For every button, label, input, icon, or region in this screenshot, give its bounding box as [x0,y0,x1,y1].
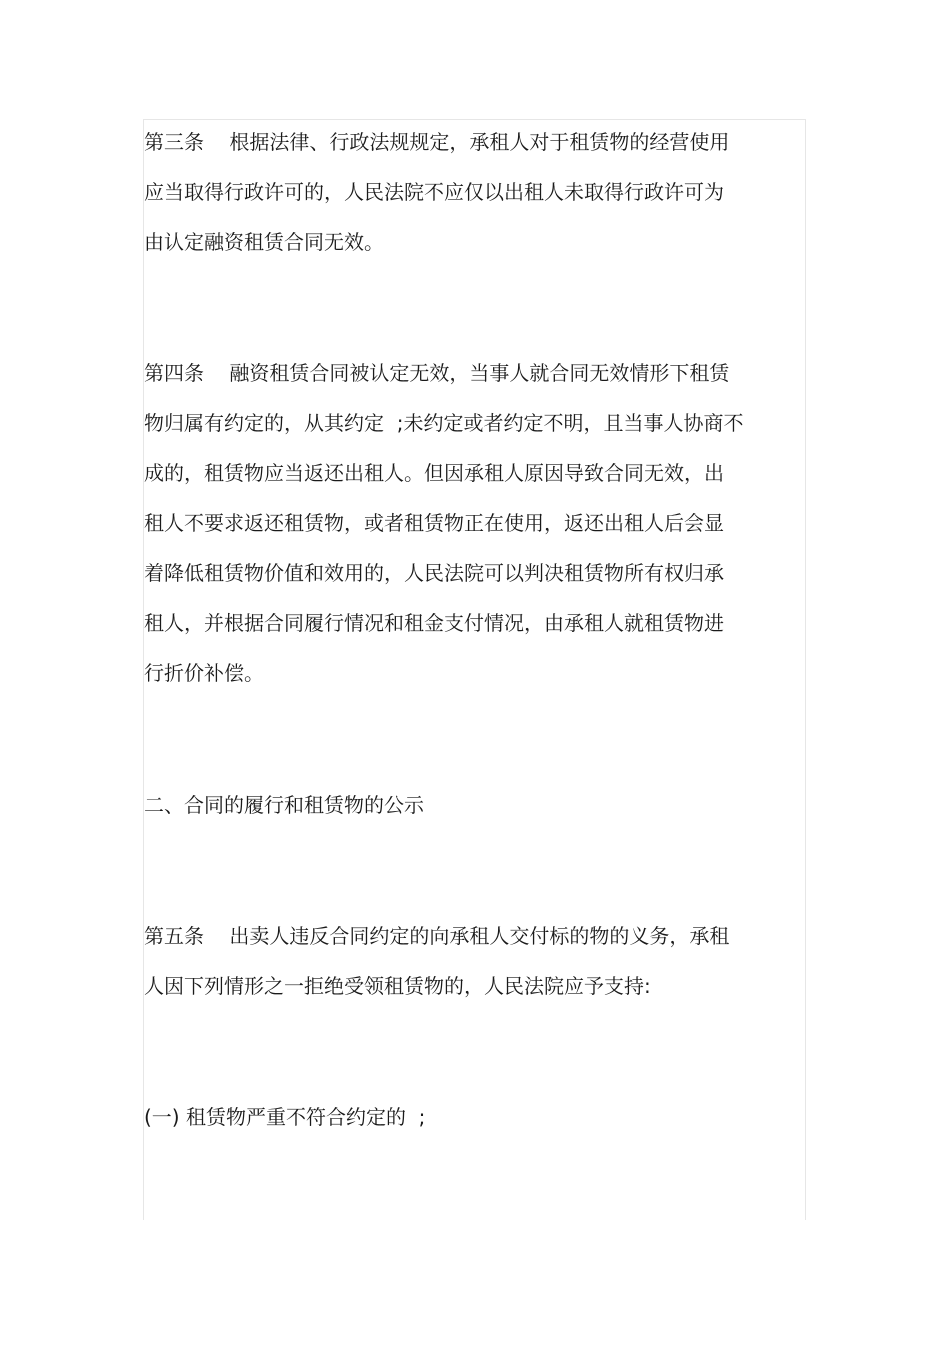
article-5-line-2: 人因下列情形之一拒绝受领租赁物的，人民法院应予支持: [144,974,651,998]
article-4-line-5: 着降低租赁物价值和效用的，人民法院可以判决租赁物所有权归承 [144,561,724,585]
article-4-line-6: 租人，并根据合同履行情况和租金支付情况，由承租人就租赁物进 [144,611,724,635]
article-4-line-7: 行折价补偿。 [144,661,264,685]
article-4-line-2: 物归属有约定的，从其约定 ;未约定或者约定不明，且当事人协商不 [144,411,744,435]
article-3-line-1: 第三条 根据法律、行政法规规定，承租人对于租赁物的经营使用 [144,130,730,154]
article-4-line-3: 成的，租赁物应当返还出租人。但因承租人原因导致合同无效，出 [144,461,724,485]
list-item-1: (一) 租赁物严重不符合约定的 ; [144,1105,426,1129]
article-3-line-2: 应当取得行政许可的，人民法院不应仅以出租人未取得行政许可为 [144,180,724,204]
article-4-line-1: 第四条 融资租赁合同被认定无效，当事人就合同无效情形下租赁 [144,361,730,385]
article-5-line-1: 第五条 出卖人违反合同约定的向承租人交付标的物的义务，承租 [144,924,730,948]
section-heading: 二、合同的履行和租赁物的公示 [144,793,424,817]
article-3-line-3: 由认定融资租赁合同无效。 [144,230,384,254]
article-4-line-4: 租人不要求返还租赁物，或者租赁物正在使用，返还出租人后会显 [144,511,724,535]
